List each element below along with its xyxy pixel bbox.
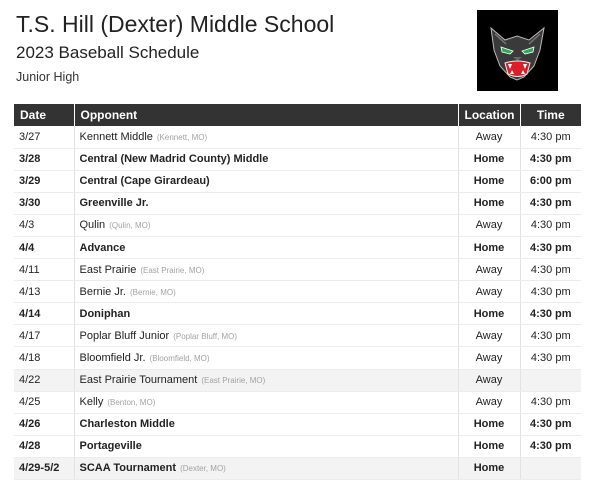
game-time: 4:30 pm: [520, 281, 581, 303]
table-row: [14, 148, 581, 170]
game-date: 3/27: [14, 126, 74, 148]
game-time: 4:30 pm: [520, 325, 581, 347]
game-date: 4/28: [14, 435, 74, 457]
game-time: 6:00 pm: [520, 170, 581, 192]
table-row: [14, 126, 581, 148]
game-location: Away: [458, 126, 520, 148]
game-date: 4/18: [14, 347, 74, 369]
opponent-cell: [74, 192, 458, 214]
game-location: Home: [458, 170, 520, 192]
game-date: 4/26: [14, 413, 74, 435]
game-time: 4:30 pm: [520, 391, 581, 413]
game-time: 4:30 pm: [520, 413, 581, 435]
opponent-name: Bloomfield Jr.: [79, 351, 146, 364]
opponent-cell: [74, 214, 458, 236]
opponent-city: (Kennett, MO): [156, 132, 208, 142]
opponent-cell: [74, 325, 458, 347]
game-date: 3/28: [14, 148, 74, 170]
opponent-name: Doniphan: [79, 307, 131, 320]
table-header-row: [14, 104, 581, 126]
column-header-location: Location: [458, 104, 520, 126]
game-time: 4:30 pm: [520, 236, 581, 258]
game-time: 4:30 pm: [520, 148, 581, 170]
game-time: 4:30 pm: [520, 303, 581, 325]
table-row: [14, 303, 581, 325]
game-location: Home: [458, 435, 520, 457]
game-location: Away: [458, 369, 520, 391]
schedule-table: [14, 104, 581, 480]
table-row: [14, 259, 581, 281]
game-time: [520, 369, 581, 391]
opponent-name: East Prairie Tournament: [79, 374, 198, 387]
opponent-city: (Benton, MO): [107, 398, 156, 408]
opponent-city: (Bernie, MO): [129, 287, 176, 297]
opponent-cell: [74, 126, 458, 148]
opponent-cell: [74, 413, 458, 435]
school-title: T.S. Hill (Dexter) Middle School: [16, 11, 335, 37]
opponent-cell: [74, 347, 458, 369]
table-row: [14, 281, 581, 303]
schedule-title: 2023 Baseball Schedule: [16, 43, 200, 62]
opponent-name: East Prairie: [79, 263, 137, 276]
opponent-city: (Poplar Bluff, MO): [173, 331, 238, 341]
game-location: Home: [458, 192, 520, 214]
game-date: 4/11: [14, 259, 74, 281]
page-header: [16, 10, 334, 85]
opponent-city: (East Prairie, MO): [140, 265, 205, 275]
opponent-name: Qulin: [79, 219, 106, 232]
opponent-city: (East Prairie, MO): [201, 376, 266, 386]
opponent-name: Portageville: [79, 440, 142, 453]
game-date: 4/4: [14, 236, 74, 258]
game-location: Away: [458, 259, 520, 281]
game-time: 4:30 pm: [520, 214, 581, 236]
opponent-city: (Qulin, MO): [109, 221, 151, 231]
opponent-cell: [74, 236, 458, 258]
game-time: 4:30 pm: [520, 259, 581, 281]
table-row: [14, 413, 581, 435]
table-row: [14, 192, 581, 214]
game-location: Home: [458, 457, 520, 479]
table-row: [14, 457, 581, 479]
opponent-name: Kennett Middle: [79, 130, 153, 143]
table-row: [14, 435, 581, 457]
opponent-cell: [74, 303, 458, 325]
game-time: 4:30 pm: [520, 435, 581, 457]
game-date: 4/17: [14, 325, 74, 347]
game-time: 4:30 pm: [520, 192, 581, 214]
opponent-cell: [74, 281, 458, 303]
opponent-cell: [74, 369, 458, 391]
opponent-name: SCAA Tournament: [79, 462, 177, 475]
wildcat-logo-icon: [477, 10, 558, 91]
opponent-cell: [74, 170, 458, 192]
opponent-cell: [74, 457, 458, 479]
opponent-name: Advance: [79, 241, 126, 254]
opponent-name: Poplar Bluff Junior: [79, 329, 170, 342]
game-location: Home: [458, 413, 520, 435]
opponent-name: Central (Cape Girardeau): [79, 175, 210, 188]
game-date: 4/22: [14, 369, 74, 391]
table-row: [14, 214, 581, 236]
opponent-city: (Bloomfield, MO): [149, 353, 210, 363]
team-level: Junior High: [16, 70, 80, 84]
opponent-cell: [74, 391, 458, 413]
game-date: 3/29: [14, 170, 74, 192]
opponent-name: Bernie Jr.: [79, 285, 126, 298]
table-row: [14, 391, 581, 413]
game-date: 4/14: [14, 303, 74, 325]
column-header-time: Time: [520, 104, 581, 126]
opponent-name: Central (New Madrid County) Middle: [79, 153, 269, 166]
game-time: [520, 457, 581, 479]
table-row: [14, 236, 581, 258]
opponent-name: Greenville Jr.: [79, 197, 149, 210]
game-time: 4:30 pm: [520, 347, 581, 369]
opponent-name: Kelly: [79, 396, 104, 409]
opponent-cell: [74, 435, 458, 457]
game-location: Away: [458, 347, 520, 369]
column-header-opponent: Opponent: [74, 104, 458, 126]
table-row: [14, 347, 581, 369]
game-date: 3/30: [14, 192, 74, 214]
game-location: Home: [458, 148, 520, 170]
game-location: Away: [458, 281, 520, 303]
table-row: [14, 325, 581, 347]
game-location: Away: [458, 325, 520, 347]
opponent-city: (Dexter, MO): [180, 464, 226, 474]
opponent-name: Charleston Middle: [79, 418, 175, 431]
game-date: 4/3: [14, 214, 74, 236]
game-date: 4/13: [14, 281, 74, 303]
opponent-cell: [74, 148, 458, 170]
game-location: Home: [458, 236, 520, 258]
column-header-date: Date: [14, 104, 74, 126]
table-row: [14, 170, 581, 192]
game-time: 4:30 pm: [520, 126, 581, 148]
game-location: Away: [458, 391, 520, 413]
game-location: Away: [458, 214, 520, 236]
opponent-cell: [74, 259, 458, 281]
table-row: [14, 369, 581, 391]
game-date: 4/29-5/2: [14, 457, 74, 479]
game-date: 4/25: [14, 391, 74, 413]
game-location: Home: [458, 303, 520, 325]
